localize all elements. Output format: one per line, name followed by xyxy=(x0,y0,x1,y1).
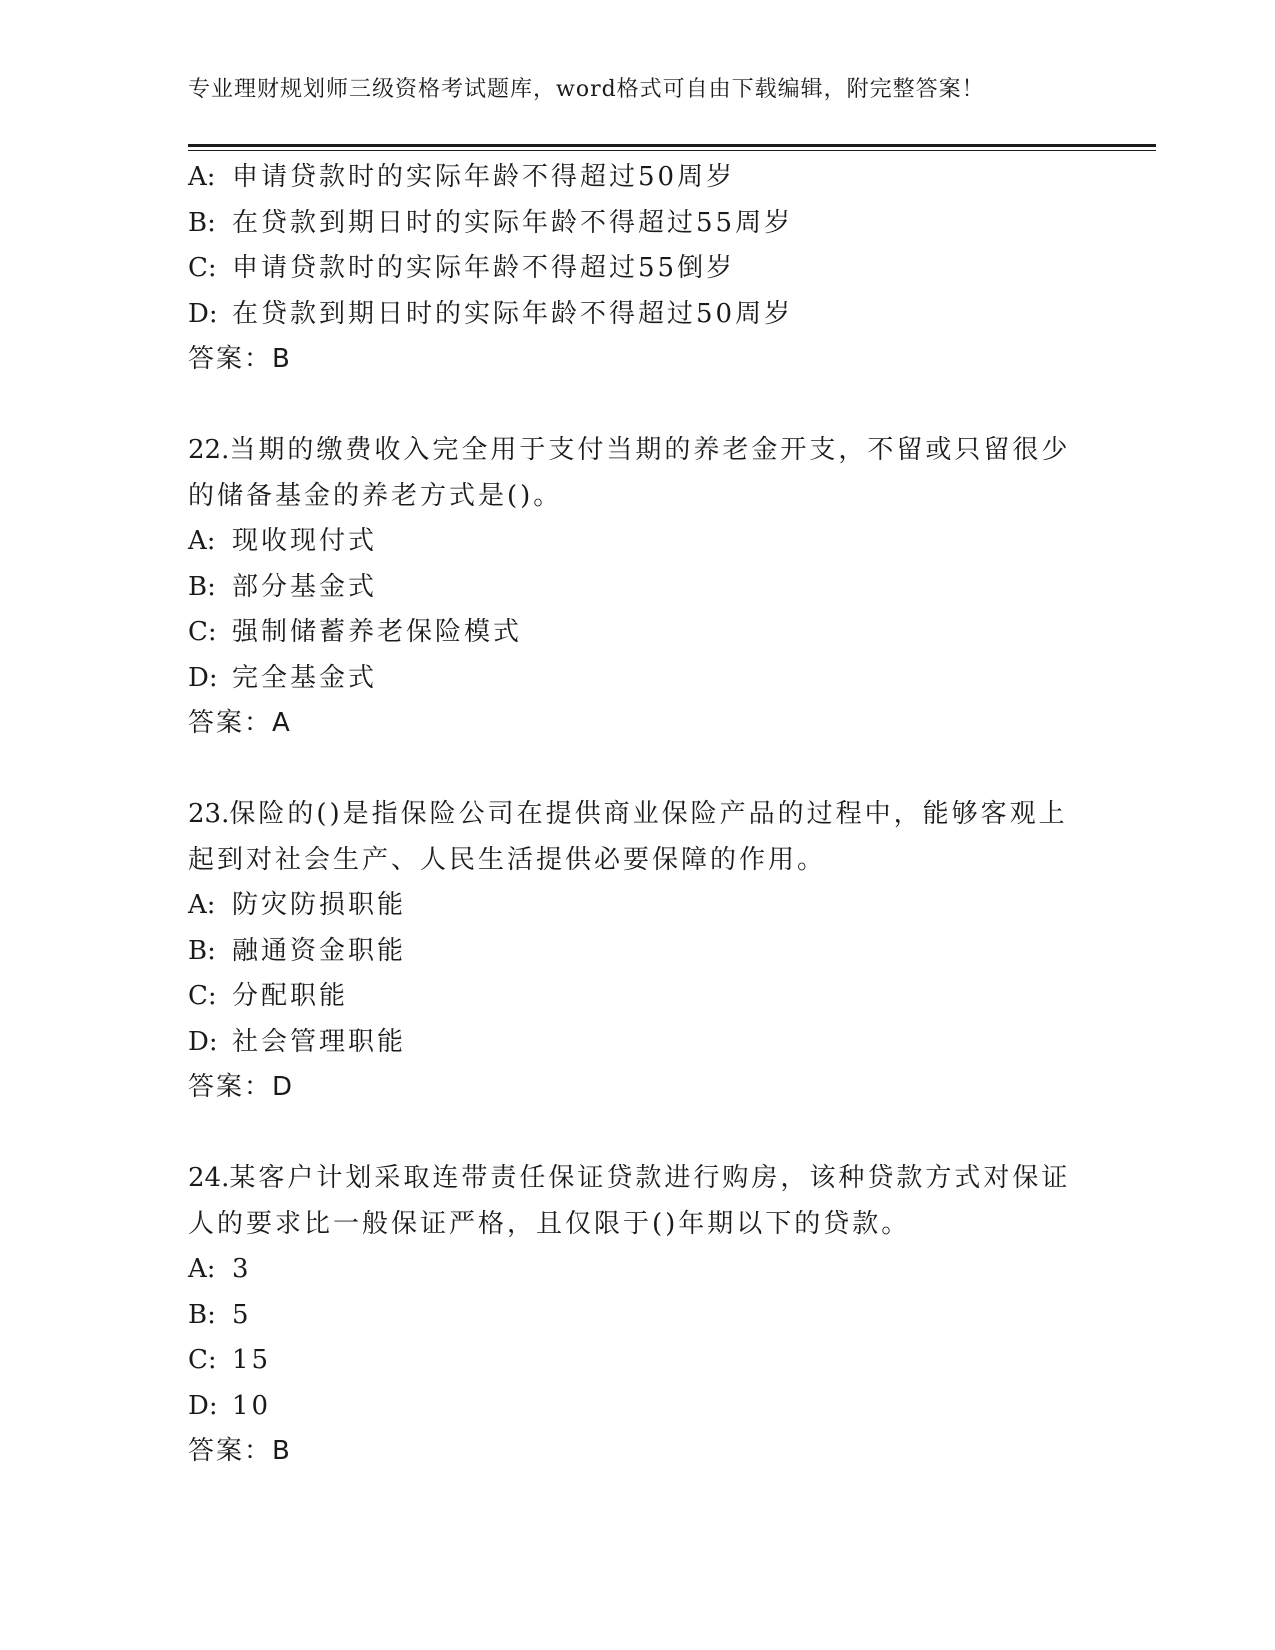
option-c: C: 申请贷款时的实际年龄不得超过55倒岁 xyxy=(188,253,736,283)
question-block-22 xyxy=(188,428,1088,747)
answer-line: 答案：B xyxy=(188,1436,292,1466)
option-d: D: 10 xyxy=(188,1390,272,1421)
spacer xyxy=(188,1111,1088,1157)
spacer xyxy=(188,383,1088,429)
option-b: B: 部分基金式 xyxy=(188,571,378,602)
option-a: A: 申请贷款时的实际年龄不得超过50周岁 xyxy=(188,162,736,192)
question-text-line: 人的要求比一般保证严格，且仅限于()年期以下的贷款。 xyxy=(188,1208,911,1239)
question-list xyxy=(188,155,1088,1475)
question-block-24 xyxy=(188,1156,1088,1475)
question-text-line: 23.保险的()是指保险公司在提供商业保险产品的过程中，能够客观上 xyxy=(188,799,1068,829)
option-c: C: 分配职能 xyxy=(188,981,349,1011)
option-c: C: 15 xyxy=(188,1345,272,1375)
option-b: B: 在贷款到期日时的实际年龄不得超过55周岁 xyxy=(188,207,794,238)
header-rule-thick xyxy=(188,144,1156,147)
spacer xyxy=(188,747,1088,793)
question-text-line: 22.当期的缴费收入完全用于支付当期的养老金开支，不留或只留很少 xyxy=(188,435,1071,465)
question-text-line: 起到对社会生产、人民生活提供必要保障的作用。 xyxy=(188,844,827,875)
page-header: 专业理财规划师三级资格考试题库，word格式可自由下载编辑，附完整答案！ xyxy=(188,77,985,102)
question-block-21 xyxy=(188,155,1088,383)
question-block-23 xyxy=(188,792,1088,1111)
option-d: D: 社会管理职能 xyxy=(188,1026,407,1057)
option-b: B: 5 xyxy=(188,1299,252,1330)
option-a: A: 现收现付式 xyxy=(188,526,378,556)
question-text-line: 的储备基金的养老方式是()。 xyxy=(188,480,563,511)
option-d: D: 在贷款到期日时的实际年龄不得超过50周岁 xyxy=(188,298,794,329)
option-a: A: 3 xyxy=(188,1254,252,1284)
option-d: D: 完全基金式 xyxy=(188,662,378,693)
answer-line: 答案：D xyxy=(188,1072,295,1102)
option-b: B: 融通资金职能 xyxy=(188,935,407,966)
answer-line: 答案：A xyxy=(188,708,292,738)
answer-line: 答案：B xyxy=(188,344,292,374)
option-a: A: 防灾防损职能 xyxy=(188,890,407,920)
header-rule-thin xyxy=(188,150,1156,151)
option-c: C: 强制储蓄养老保险模式 xyxy=(188,617,523,647)
question-text-line: 24.某客户计划采取连带责任保证贷款进行购房，该种贷款方式对保证 xyxy=(188,1163,1071,1193)
